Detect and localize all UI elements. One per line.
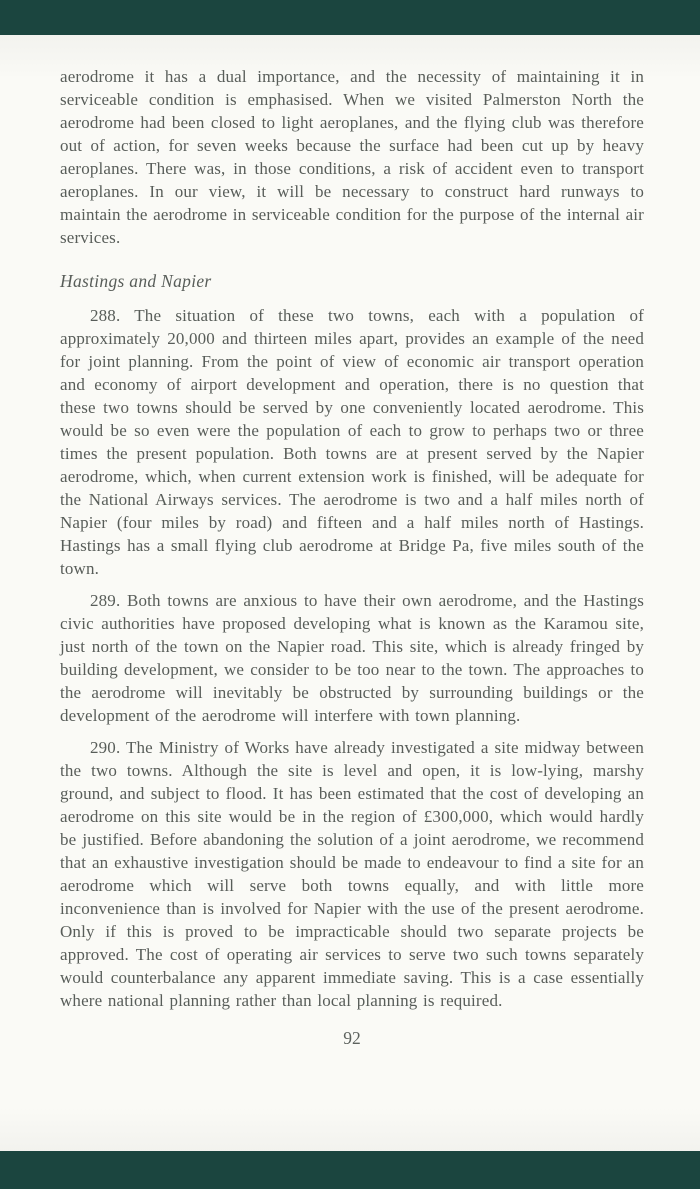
scan-edge-bottom: [0, 1151, 700, 1189]
continuation-paragraph: aerodrome it has a dual importance, and the necessity of maintaining it in serviceable condition is emphasised. When we visited Palmerston North the aerodrome had been closed to light aeroplanes, and the flying club was therefore out of action, for seven weeks because the surface had been cut up by heavy aeroplanes. There was, in those conditions, a risk of accident even to transport aeroplanes. In our view, it will be necessary to construct hard runways to maintain the aerodrome in serviceable condition for the purpose of the internal air services.: [60, 67, 644, 247]
scan-edge-top: [0, 0, 700, 35]
page-number: 92: [343, 1028, 361, 1048]
paragraph-290: 290. The Ministry of Works have already investigated a site midway between the two towns. Although the site is level and open, it is low-lying, marshy ground, and subject to flood. It has been estimated that the cost of developing an aerodrome on this site would be in the region of £300,000, which would hardly be justified. Before abandoning the solution of a joint aerodrome, we recommend that an exhaustive investigation should be made to endeavour to find a site for an aerodrome which will serve both towns equally, and with little more inconvenience than is involved for Napier with the use of the present aerodrome. Only if this is proved to be impracticable should two separate projects be approved. The cost of operating air services to serve two such towns separately would counterbalance any apparent immediate saving. This is a case essentially where national planning rather than local planning is required.: [60, 738, 644, 1010]
paragraph-288: 288. The situation of these two towns, each with a population of approximately 20,000 and thirteen miles apart, provides an example of the need for joint planning. From the point of view of economic air transport operation and economy of airport development and operation, there is no question that these two towns should be served by one conveniently located aerodrome. This would be so even were the population of each to grow to perhaps two or three times the present population. Both towns are at present served by the Napier aerodrome, which, when current extension work is finished, will be adequate for the National Airways services. The aerodrome is two and a half miles north of Napier (four miles by road) and fifteen and a half miles north of Hastings. Hastings has a small flying club aerodrome at Bridge Pa, five miles south of the town.: [60, 306, 644, 578]
document-page: [0, 35, 700, 1151]
section-heading-hastings-and-napier: Hastings and Napier: [60, 271, 212, 291]
paragraph-289: 289. Both towns are anxious to have their own aerodrome, and the Hastings civic authorities have proposed developing what is known as the Karamou site, just north of the town on the Napier road. This site, which is already fringed by building development, we consider to be too near to the town. The approaches to the aerodrome will inevitably be obstructed by surrounding buildings or the development of the aerodrome will interfere with town planning.: [60, 591, 644, 725]
